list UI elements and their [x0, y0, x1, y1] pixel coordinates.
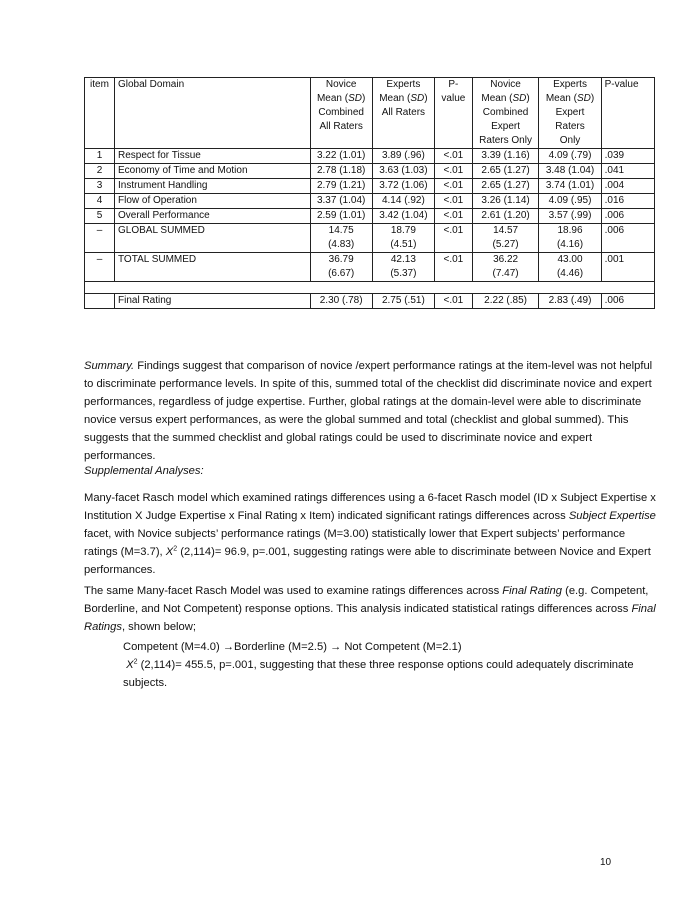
table-row	[85, 194, 655, 209]
cell-novice-expert-raters	[472, 224, 539, 253]
cell-line: (4.51)	[390, 239, 417, 250]
cell-line: 3.72 (1.06)	[379, 180, 428, 191]
cell-line: 18.79	[390, 225, 416, 236]
cell-line: 36.22	[493, 254, 519, 265]
cell-line: 36.79	[328, 254, 354, 265]
p2-text-c: , shown below;	[121, 621, 196, 633]
cell-novice-expert-raters	[472, 149, 539, 164]
header-line: Mean (SD)	[545, 93, 595, 104]
header-line: Experts	[553, 79, 587, 90]
header-line: Combined	[482, 107, 529, 118]
column-header-experts-combined	[372, 78, 434, 149]
header-line: Combined	[318, 107, 364, 118]
cell-line: 3.74 (1.01)	[545, 180, 595, 191]
cell-line: 2.78 (1.18)	[316, 165, 366, 176]
header-line: Expert	[555, 107, 585, 118]
cell-p-value-2: .004	[601, 179, 654, 194]
final-cell-novice-combined: 2.30 (.78)	[310, 294, 372, 309]
cell-line: 3.37 (1.04)	[316, 195, 366, 206]
cell-line: (5.37)	[390, 268, 417, 279]
cell-p-value-1: <.01	[434, 149, 472, 164]
header-line: value	[441, 93, 466, 104]
p1-superscript: 2	[173, 545, 178, 553]
table-row	[85, 253, 655, 282]
cell-novice-expert-raters	[472, 164, 539, 179]
p1-text-a: Many-facet Rasch model which examined ratings differences using a 6-facet Rasch model (ID x Subject Expertise x Institution X Judge Expertise x Final Rating x Item) indicated significant ratings differences across	[84, 492, 656, 522]
p2-emphasis-1: Final Rating	[502, 585, 562, 597]
cell-line: (6.67)	[328, 268, 355, 279]
cell-line: 3.22 (1.01)	[316, 150, 366, 161]
rasch-paragraph-1	[84, 489, 658, 579]
header-line: Mean (SD)	[316, 93, 366, 104]
cell-p-value-1: <.01	[434, 224, 472, 253]
cell-global-domain: Economy of Time and Motion	[115, 164, 311, 179]
cell-line: 2.65 (1.27)	[481, 180, 530, 191]
cell-novice-expert-raters	[472, 209, 539, 224]
column-header-experts-expert-raters	[539, 78, 601, 149]
final-cell-experts-combined: 2.75 (.51)	[372, 294, 434, 309]
table-body	[85, 149, 655, 309]
cell-p-value-1: <.01	[434, 253, 472, 282]
header-line: All Raters	[319, 121, 363, 132]
table-row	[85, 209, 655, 224]
header-line: Expert	[491, 121, 521, 132]
supplemental-heading-text: Supplemental Analyses:	[84, 465, 204, 477]
cell-line: 2.61 (1.20)	[481, 210, 530, 221]
cell-experts-combined	[372, 179, 434, 194]
cell-p-value-1: <.01	[434, 164, 472, 179]
cell-experts-expert-raters	[539, 253, 601, 282]
header-line: P-	[448, 79, 459, 90]
cell-global-domain: GLOBAL SUMMED	[115, 224, 311, 253]
cell-p-value-2: .041	[601, 164, 654, 179]
header-line: Experts	[386, 79, 421, 90]
cell-line: 14.57	[493, 225, 519, 236]
final-cell-item	[85, 294, 115, 309]
cell-p-value-1: <.01	[434, 194, 472, 209]
cell-line: (5.27)	[492, 239, 519, 250]
cell-novice-combined	[310, 253, 372, 282]
summary-label: Summary.	[84, 360, 135, 372]
cell-experts-expert-raters	[539, 194, 601, 209]
rating-order-text: Competent (M=4.0) →Borderline (M=2.5) → Not Competent (M=2.1)	[123, 641, 462, 653]
cell-line: 3.42 (1.04)	[379, 210, 428, 221]
cell-line: 3.63 (1.03)	[379, 165, 428, 176]
cell-novice-expert-raters	[472, 253, 539, 282]
p1-text-b: facet, with Novice subjects’ performance ratings (M=3.00) statistically lower that Expert subjects’ performance ratings (M=3.7),	[84, 528, 626, 558]
column-header-global-domain	[115, 78, 311, 149]
cell-line: 2.79 (1.21)	[316, 180, 366, 191]
page-number: 10	[600, 857, 612, 868]
cell-experts-expert-raters	[539, 224, 601, 253]
cell-p-value-2: .001	[601, 253, 654, 282]
chi-symbol: X	[126, 659, 134, 671]
cell-item: 2	[85, 164, 115, 179]
table-row	[85, 149, 655, 164]
cell-experts-expert-raters	[539, 164, 601, 179]
rasch-paragraph-2	[84, 582, 658, 636]
cell-item: –	[85, 253, 115, 282]
header-line: Novice	[490, 79, 521, 90]
cell-global-domain: Overall Performance	[115, 209, 311, 224]
cell-novice-combined	[310, 194, 372, 209]
chi-superscript: 2	[133, 658, 138, 666]
column-header-p-value-2	[601, 78, 654, 149]
cell-item: 3	[85, 179, 115, 194]
cell-line: (4.46)	[556, 268, 584, 279]
cell-experts-expert-raters	[539, 179, 601, 194]
cell-novice-expert-raters	[472, 194, 539, 209]
cell-p-value-2: .006	[601, 224, 654, 253]
cell-line: (4.83)	[328, 239, 355, 250]
cell-novice-combined	[310, 209, 372, 224]
cell-line: (7.47)	[492, 268, 519, 279]
cell-line: 4.14 (.92)	[381, 195, 425, 206]
cell-p-value-2: .006	[601, 209, 654, 224]
header-line: Novice	[325, 79, 357, 90]
header-line: Raters Only	[479, 135, 532, 146]
cell-line: 14.75	[328, 225, 354, 236]
cell-novice-expert-raters	[472, 179, 539, 194]
p1-chi-symbol: X	[165, 546, 174, 558]
header-line: Only	[559, 135, 581, 146]
cell-line: 18.96	[557, 225, 583, 236]
cell-line: 3.89 (.96)	[381, 150, 425, 161]
supplemental-heading	[84, 462, 658, 480]
cell-line: 3.39 (1.16)	[481, 150, 530, 161]
cell-global-domain: TOTAL SUMMED	[115, 253, 311, 282]
cell-p-value-2: .039	[601, 149, 654, 164]
column-header-item	[85, 78, 115, 149]
column-header-novice-combined	[310, 78, 372, 149]
final-rating-row	[85, 294, 655, 309]
cell-item: 5	[85, 209, 115, 224]
cell-novice-combined	[310, 149, 372, 164]
table-row	[85, 179, 655, 194]
cell-line: 43.00	[557, 254, 583, 265]
header-row	[85, 78, 655, 149]
cell-novice-combined	[310, 164, 372, 179]
header-line: Raters	[555, 121, 585, 132]
cell-experts-combined	[372, 149, 434, 164]
header-line: item	[90, 79, 109, 90]
cell-novice-combined	[310, 224, 372, 253]
cell-experts-expert-raters	[539, 209, 601, 224]
cell-global-domain: Flow of Operation	[115, 194, 311, 209]
cell-experts-combined	[372, 209, 434, 224]
table-row	[85, 224, 655, 253]
rating-order-line	[123, 638, 659, 656]
chi-square-result	[123, 656, 659, 692]
column-header-p-value-1	[434, 78, 472, 149]
summary-paragraph	[84, 357, 658, 465]
header-line: Global Domain	[118, 79, 185, 90]
cell-line: (4.16)	[556, 239, 584, 250]
cell-line: 4.09 (.79)	[548, 150, 592, 161]
summary-text: Findings suggest that comparison of novice /expert performance ratings at the item-level was not helpful to discriminate performance levels. In spite of this, summed total of the checklist did discriminate novice and expert performances, regardless of judge expertise. Further, global ratings at the domain-level were able to discriminate novice versus expert performances, as were the global summed and total (checklist and global summed). This suggests that the summed checklist and global ratings could be used to discriminate novice and expert performances.	[84, 360, 653, 462]
table-row	[85, 164, 655, 179]
cell-experts-expert-raters	[539, 149, 601, 164]
p2-text-b: (e.g. Competent, Borderline, and Not Competent) response options. This analysis indicated statistical ratings differences across	[84, 585, 649, 615]
cell-line: 3.26 (1.14)	[481, 195, 530, 206]
p1-emphasis: Subject Expertise	[568, 510, 656, 522]
cell-line: 4.09 (.95)	[548, 195, 592, 206]
spacer-cell	[85, 282, 655, 294]
cell-item: –	[85, 224, 115, 253]
cell-p-value-2: .016	[601, 194, 654, 209]
chi-result-text: (2,114)= 455.5, p=.001, suggesting that these three response options could adequately discriminate subjects.	[123, 659, 634, 689]
header-line: Mean (SD)	[379, 93, 428, 104]
cell-experts-combined	[372, 253, 434, 282]
cell-item: 4	[85, 194, 115, 209]
final-cell-novice-expert-raters: 2.22 (.85)	[472, 294, 539, 309]
header-line: P-value	[604, 79, 639, 90]
p1-text-c: (2,114)= 96.9, p=.001, suggesting ratings were able to discriminate between Novice and Expert performances.	[84, 546, 651, 576]
results-table	[84, 77, 655, 309]
cell-novice-combined	[310, 179, 372, 194]
cell-line: 2.59 (1.01)	[316, 210, 366, 221]
p2-text-a: The same Many-facet Rasch Model was used to examine ratings differences across	[84, 585, 503, 597]
header-line: Mean (SD)	[481, 93, 530, 104]
p2-emphasis-2: Final Ratings	[84, 603, 656, 633]
cell-p-value-1: <.01	[434, 179, 472, 194]
cell-experts-combined	[372, 164, 434, 179]
cell-global-domain: Respect for Tissue	[115, 149, 311, 164]
final-cell-p-value-2: .006	[601, 294, 654, 309]
spacer-row	[85, 282, 655, 294]
cell-global-domain: Instrument Handling	[115, 179, 311, 194]
final-cell-global-domain: Final Rating	[115, 294, 311, 309]
cell-line: 2.65 (1.27)	[481, 165, 530, 176]
cell-line: 3.48 (1.04)	[545, 165, 595, 176]
cell-item: 1	[85, 149, 115, 164]
header-line: All Raters	[381, 107, 426, 118]
column-header-novice-expert-raters	[472, 78, 539, 149]
cell-line: 42.13	[390, 254, 416, 265]
cell-experts-combined	[372, 194, 434, 209]
cell-line: 3.57 (.99)	[548, 210, 592, 221]
cell-p-value-1: <.01	[434, 209, 472, 224]
table-header	[85, 78, 655, 149]
final-cell-experts-expert-raters: 2.83 (.49)	[539, 294, 601, 309]
final-cell-p-value-1: <.01	[434, 294, 472, 309]
cell-experts-combined	[372, 224, 434, 253]
